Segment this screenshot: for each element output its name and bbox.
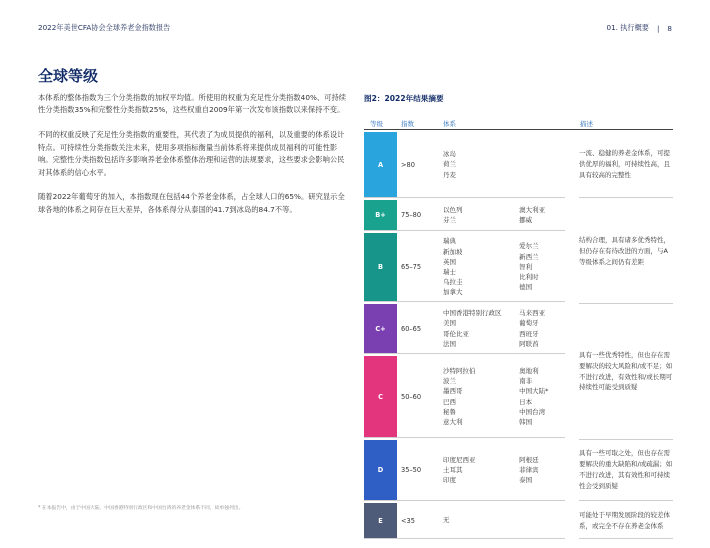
system-name: 智利 [519, 262, 533, 271]
description-text: 一流、稳健的养老金体系，可提供优厚的福利，可持续性高，且具有较高的完整性 [579, 149, 670, 179]
system-name: 美国 [443, 319, 456, 328]
system-name: 日本 [519, 397, 533, 406]
table-row [364, 503, 565, 539]
grade-cell: C [364, 356, 397, 437]
table-header [364, 116, 673, 130]
paragraph: 随着2022年葡萄牙的加入，本指数现在包括44个养老金体系，占全球人口的65%。研究显示全球各地的体系之间存在巨大差异，各体系得分从泰国的41.7到冰岛的84.7不等。 [38, 192, 345, 214]
body-text [38, 92, 350, 229]
system-name: 巴西 [443, 397, 456, 406]
system-name: 以色列 [443, 205, 463, 214]
system-name: 中国台湾 [519, 407, 546, 416]
system-name: 沙特阿拉伯 [443, 366, 476, 375]
system-name: 韩国 [519, 417, 533, 426]
system-name: 法国 [443, 339, 456, 348]
system-cell [440, 233, 565, 301]
index-cell: 60–65 [401, 324, 422, 333]
system-column [443, 149, 521, 180]
system-cell [440, 304, 565, 353]
system-name: 菲律宾 [519, 465, 539, 474]
system-name: 墨西哥 [443, 387, 463, 396]
system-column [443, 308, 519, 349]
description-text: 具有一些优秀特性，但也存在需要解决的较大风险和/或不足；如不进行改进，有效性和/或长期可持续性可能受到质疑 [579, 350, 673, 392]
grade-cell: C+ [364, 304, 397, 353]
index-cell: >80 [401, 160, 415, 169]
system-name: 新西兰 [519, 252, 539, 261]
description-cell [579, 132, 673, 198]
table-row [364, 200, 565, 231]
system-name: 秘鲁 [443, 407, 456, 416]
system-cell [440, 440, 565, 500]
system-column [519, 205, 565, 225]
system-name: 中国大陆* [519, 387, 549, 396]
table-row [364, 356, 565, 438]
system-column [519, 455, 565, 486]
header-description: 描述 [580, 120, 593, 128]
system-column [443, 515, 521, 525]
system-column [443, 205, 519, 225]
system-name: 印度 [443, 476, 456, 485]
system-name: 荷兰 [443, 160, 456, 169]
system-name: 中国香港特别行政区 [443, 309, 502, 318]
description-text: 可能处于早期发展阶段的较差体系，或完全不存在养老金体系 [579, 510, 670, 530]
header-index: 指数 [401, 120, 414, 128]
table-row [364, 233, 565, 302]
system-name: 阿根廷 [519, 455, 539, 464]
index-cell: 65–75 [401, 263, 422, 271]
system-name: 新加坡 [443, 247, 463, 256]
description-cell [579, 200, 673, 304]
system-column [443, 236, 519, 297]
system-column [519, 366, 565, 427]
system-column [519, 241, 565, 292]
table-row [364, 132, 565, 198]
system-name: 波兰 [443, 377, 456, 386]
description-cell [579, 304, 673, 440]
description-cell [579, 503, 673, 539]
system-name: 瑞典 [443, 237, 456, 246]
system-column [443, 455, 519, 486]
section-label: 01. 执行概要 [606, 23, 649, 32]
system-cell [440, 356, 565, 437]
index-cell: <35 [401, 516, 415, 525]
system-column [519, 308, 565, 349]
header-separator: | [657, 23, 660, 33]
description-cell [579, 440, 673, 501]
system-name: 冰岛 [443, 150, 456, 159]
system-name: 比利时 [519, 273, 539, 282]
system-cell [440, 132, 565, 197]
table-row [364, 304, 565, 354]
description-text: 具有一些可取之处，但也存在需要解决的重大缺陷和/或疏漏；如不进行改进，其有效性和可持续性会受到质疑 [579, 449, 673, 490]
header-system: 体系 [443, 120, 456, 128]
page-title: 全球等级 [38, 67, 99, 85]
system-name: 芬兰 [443, 216, 456, 224]
system-name: 土耳其 [443, 465, 463, 474]
page-number: 8 [667, 23, 672, 33]
description-text: 结构合理，具有诸多优秀特性，但仍存在有待改进的方面，与A等级体系之间仍有差距 [579, 236, 670, 266]
system-name: 葡萄牙 [519, 319, 539, 328]
index-cell: 75–80 [401, 211, 422, 219]
header-grade: 等级 [370, 120, 383, 128]
system-name: 西班牙 [519, 329, 539, 338]
report-title: 2022年美世CFA协会全球养老金指数报告 [38, 23, 171, 32]
system-column [443, 366, 519, 427]
system-name: 加拿大 [443, 288, 463, 297]
system-name: 哥伦比亚 [443, 329, 469, 338]
system-name: 泰国 [519, 476, 533, 485]
system-name: 爱尔兰 [519, 242, 539, 251]
system-name: 英国 [443, 257, 456, 266]
paragraph: 不同的权重反映了充足性分类指数的重要性，其代表了为成员提供的福利，以及重要的体系设计特点。可持续性分类指数关注未来，使用多项指标衡量当前体系将来提供成员福利的可能性影响。完整性分类指数包括许多影响养老金体系整体治理和运营的法规要求，这些要求会影响公民对其体系的信心水平。 [38, 130, 345, 177]
system-name: 南非 [519, 377, 533, 386]
system-name: 澳大利亚 [519, 205, 546, 214]
system-name: 乌拉圭 [443, 278, 463, 287]
system-name: 印度尼西亚 [443, 455, 476, 464]
grade-cell: A [364, 132, 397, 197]
system-name: 马来西亚 [519, 309, 546, 318]
system-name: 德国 [519, 283, 533, 292]
system-name: 奥地利 [519, 366, 539, 375]
index-cell: 35–50 [401, 466, 422, 474]
table-row [364, 440, 565, 501]
system-name: 无 [443, 516, 450, 525]
index-cell: 50–60 [401, 392, 422, 401]
grade-cell: B+ [364, 200, 397, 230]
system-cell [440, 503, 565, 538]
figure-title: 图2：2022年结果摘要 [364, 94, 444, 103]
page-header-nav [607, 23, 672, 33]
system-cell [440, 200, 565, 230]
system-name: 意大利 [443, 417, 463, 426]
system-name: 丹麦 [443, 170, 456, 179]
system-name: 瑞士 [443, 268, 456, 276]
grade-cell: D [364, 440, 397, 500]
system-name: 挪威 [519, 216, 533, 224]
paragraph: 本体系的整体指数为三个分类指数的加权平均值。所使用的权重为充足性分类指数40%、可持续性分类指数35%和完整性分类指数25%，这些权重自2009年第一次发布该指数以来保持不变。 [38, 93, 347, 115]
system-name: 阿联酋 [519, 339, 539, 348]
grade-cell: B [364, 233, 397, 301]
results-table [364, 116, 673, 530]
footnote: * 在本报告中，由于中国大陆、中国香港特别行政区和中国台湾的养老金体系不同，故单独列出。 [38, 506, 244, 511]
grade-cell: E [364, 503, 397, 538]
